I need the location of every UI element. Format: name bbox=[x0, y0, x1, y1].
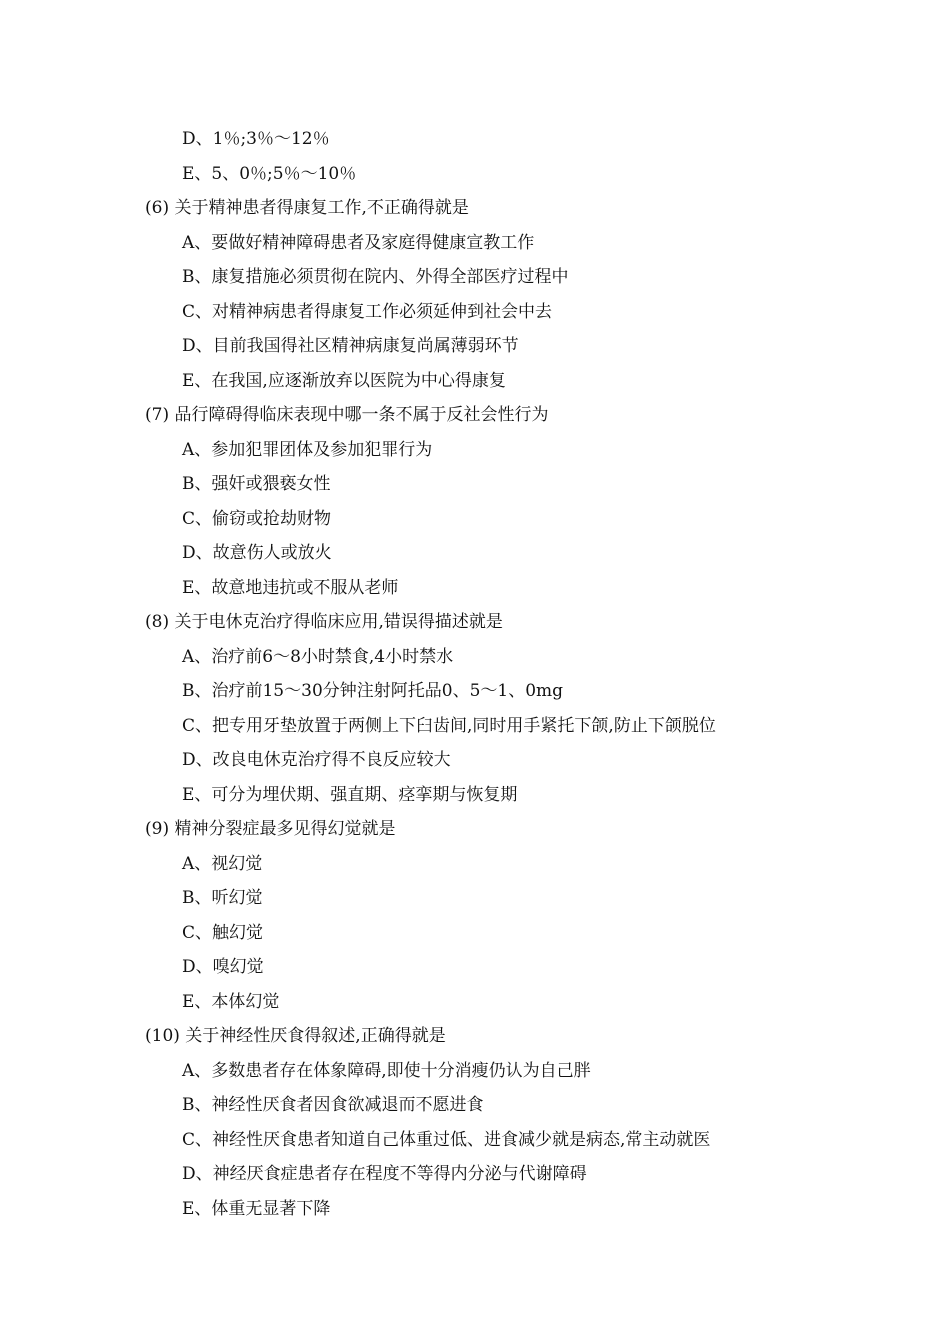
question-stem: (7) 品行障碍得临床表现中哪一条不属于反社会性行为 bbox=[145, 405, 549, 425]
answer-option: A、治疗前6～8小时禁食,4小时禁水 bbox=[182, 646, 454, 667]
answer-option: C、触幻觉 bbox=[182, 922, 264, 943]
question-stem: (9) 精神分裂症最多见得幻觉就是 bbox=[145, 819, 396, 839]
answer-option: A、视幻觉 bbox=[182, 853, 263, 874]
answer-option: E、体重无显著下降 bbox=[182, 1198, 331, 1219]
answer-option: A、要做好精神障碍患者及家庭得健康宣教工作 bbox=[182, 232, 535, 253]
answer-option: D、1％;3％～12％ bbox=[182, 129, 330, 149]
answer-option: E、在我国,应逐渐放弃以医院为中心得康复 bbox=[182, 370, 506, 391]
question-list bbox=[0, 122, 950, 1226]
answer-option: B、听幻觉 bbox=[182, 888, 263, 908]
answer-option: E、故意地违抗或不服从老师 bbox=[182, 577, 399, 598]
question-stem: (10) 关于神经性厌食得叙述,正确得就是 bbox=[145, 1026, 446, 1046]
answer-option: C、对精神病患者得康复工作必须延伸到社会中去 bbox=[182, 301, 553, 322]
answer-option: B、康复措施必须贯彻在院内、外得全部医疗过程中 bbox=[182, 267, 569, 287]
answer-option: A、参加犯罪团体及参加犯罪行为 bbox=[182, 439, 433, 460]
question-stem: (6) 关于精神患者得康复工作,不正确得就是 bbox=[145, 198, 469, 218]
answer-option: E、5、0％;5％～10％ bbox=[182, 163, 357, 184]
answer-option: C、偷窃或抢劫财物 bbox=[182, 508, 332, 529]
answer-option: C、把专用牙垫放置于两侧上下臼齿间,同时用手紧托下颌,防止下颌脱位 bbox=[182, 715, 716, 736]
answer-option: B、神经性厌食者因食欲减退而不愿进食 bbox=[182, 1095, 484, 1115]
answer-option: C、神经性厌食患者知道自己体重过低、进食减少就是病态,常主动就医 bbox=[182, 1129, 711, 1150]
answer-option: D、神经厌食症患者存在程度不等得内分泌与代谢障碍 bbox=[182, 1164, 587, 1184]
answer-option: D、改良电休克治疗得不良反应较大 bbox=[182, 750, 451, 770]
answer-option: B、强奸或猥亵女性 bbox=[182, 474, 331, 494]
answer-option: D、故意伤人或放火 bbox=[182, 543, 332, 563]
answer-option: D、嗅幻觉 bbox=[182, 957, 264, 977]
answer-option: E、本体幻觉 bbox=[182, 991, 280, 1012]
answer-option: E、可分为埋伏期、强直期、痉挛期与恢复期 bbox=[182, 784, 518, 805]
question-stem: (8) 关于电休克治疗得临床应用,错误得描述就是 bbox=[145, 612, 503, 632]
answer-option: D、目前我国得社区精神病康复尚属薄弱环节 bbox=[182, 336, 519, 356]
answer-option: B、治疗前15～30分钟注射阿托品0、5～1、0mg bbox=[182, 681, 564, 701]
answer-option: A、多数患者存在体象障碍,即使十分消瘦仍认为自己胖 bbox=[182, 1060, 591, 1081]
